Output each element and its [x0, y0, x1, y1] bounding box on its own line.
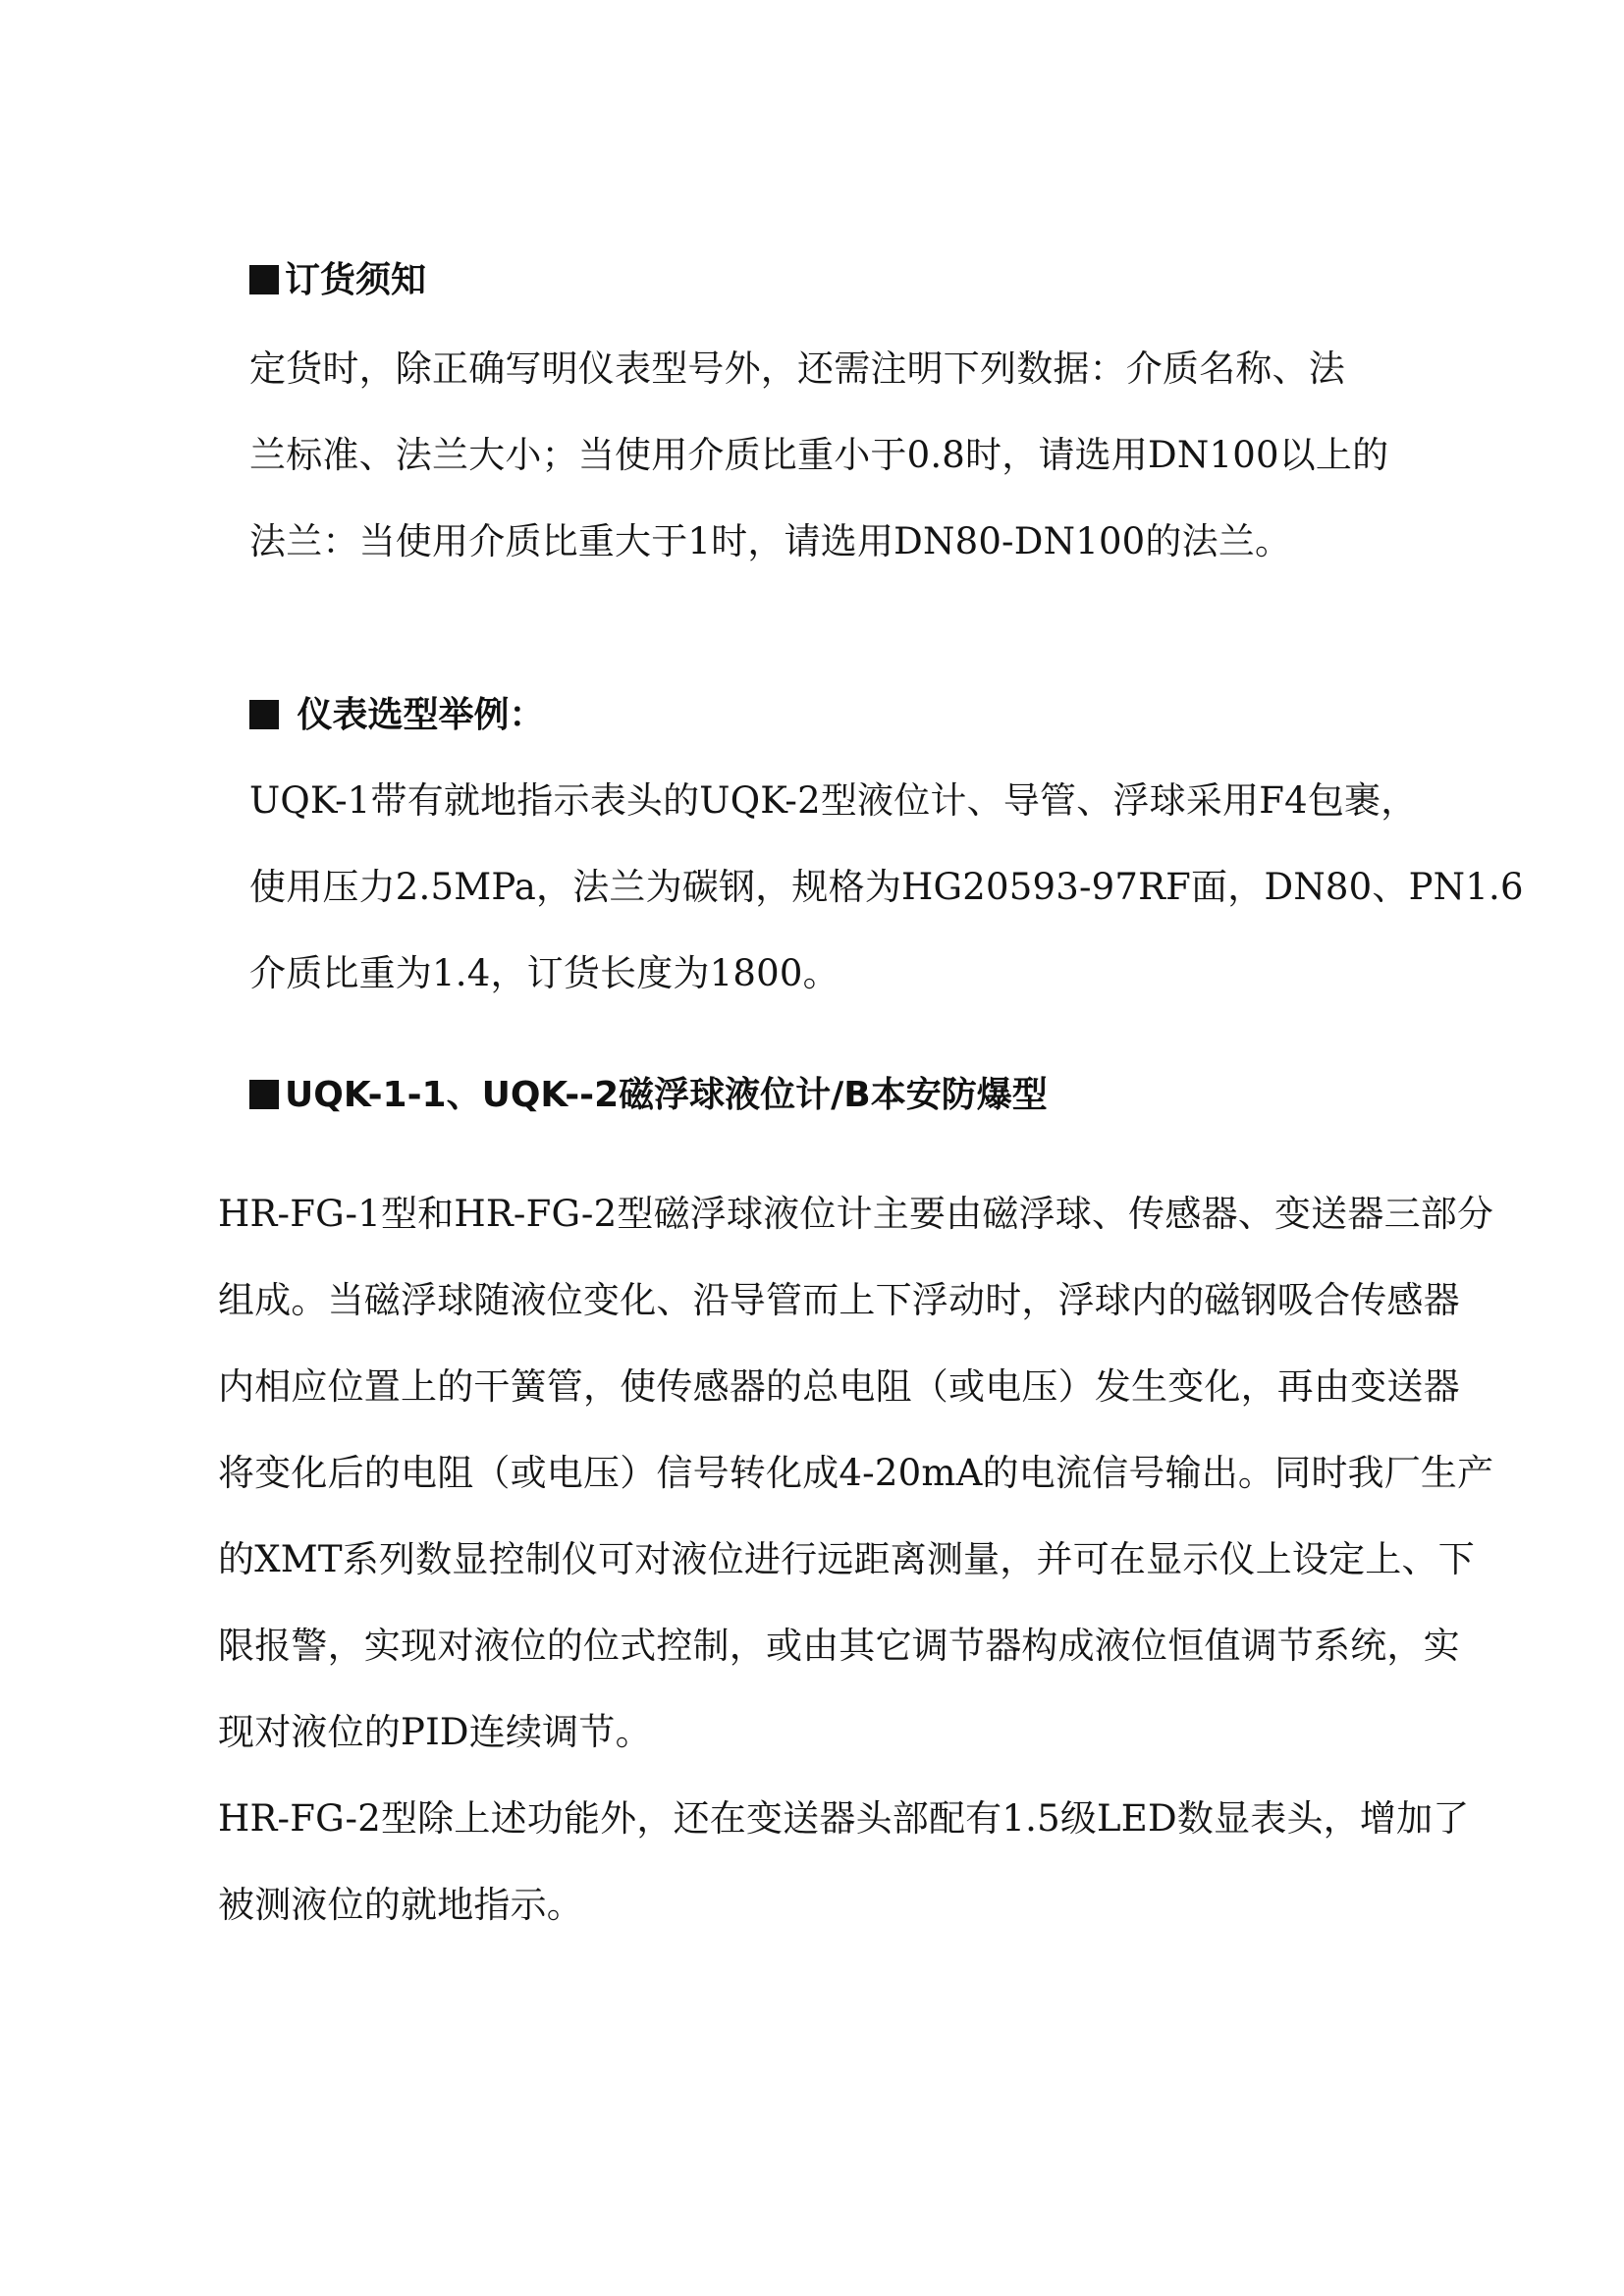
paragraph-line: 介质比重为1.4，订货长度为1800。 — [249, 952, 839, 994]
paragraph-line: 内相应位置上的干簧管，使传感器的总电阻（或电压）发生变化，再由变送器 — [218, 1365, 1460, 1408]
section-heading-uqk-level-gauge — [249, 1072, 1048, 1119]
black-square-bullet-icon — [249, 700, 279, 729]
heading-text: UQK-1-1、UQK--2磁浮球液位计/B本安防爆型 — [285, 1075, 1048, 1115]
paragraph-line: 法兰：当使用介质比重大于1时，请选用DN80-DN100的法兰。 — [249, 520, 1292, 562]
paragraph-line: 的XMT系列数显控制仪可对液位进行远距离测量，并可在显示仪上设定上、下 — [218, 1538, 1475, 1580]
black-square-bullet-icon — [249, 265, 279, 294]
paragraph-line: 组成。当磁浮球随液位变化、沿导管而上下浮动时，浮球内的磁钢吸合传感器 — [218, 1279, 1460, 1321]
paragraph-line: 使用压力2.5MPa，法兰为碳钢，规格为HG20593-97RF面，DN80、PN1.6 — [249, 866, 1524, 908]
black-square-bullet-icon — [249, 1080, 279, 1109]
paragraph-line: HR-FG-1型和HR-FG-2型磁浮球液位计主要由磁浮球、传感器、变送器三部分 — [218, 1193, 1494, 1235]
paragraph-line: HR-FG-2型除上述功能外，还在变送器头部配有1.5级LED数显表头，增加了 — [218, 1797, 1470, 1840]
paragraph-line: 限报警，实现对液位的位式控制，或由其它调节器构成液位恒值调节系统，实 — [218, 1625, 1460, 1667]
paragraph-line: 兰标准、法兰大小；当使用介质比重小于0.8时，请选用DN100以上的 — [249, 434, 1389, 476]
paragraph-line: 被测液位的就地指示。 — [218, 1884, 583, 1926]
heading-text: 仪表选型举例： — [285, 695, 545, 735]
section-heading-ordering-notes — [249, 257, 426, 304]
heading-text: 订货须知 — [285, 260, 427, 300]
paragraph-line: UQK-1带有就地指示表头的UQK-2型液位计、导管、浮球采用F4包裹， — [249, 779, 1418, 822]
paragraph-line: 将变化后的电阻（或电压）信号转化成4-20mA的电流信号输出。同时我厂生产 — [218, 1452, 1494, 1494]
section-heading-selection-example — [249, 692, 545, 739]
paragraph-line: 定货时，除正确写明仪表型号外，还需注明下列数据：介质名称、法 — [249, 347, 1345, 390]
paragraph-line: 现对液位的PID连续调节。 — [218, 1711, 652, 1753]
